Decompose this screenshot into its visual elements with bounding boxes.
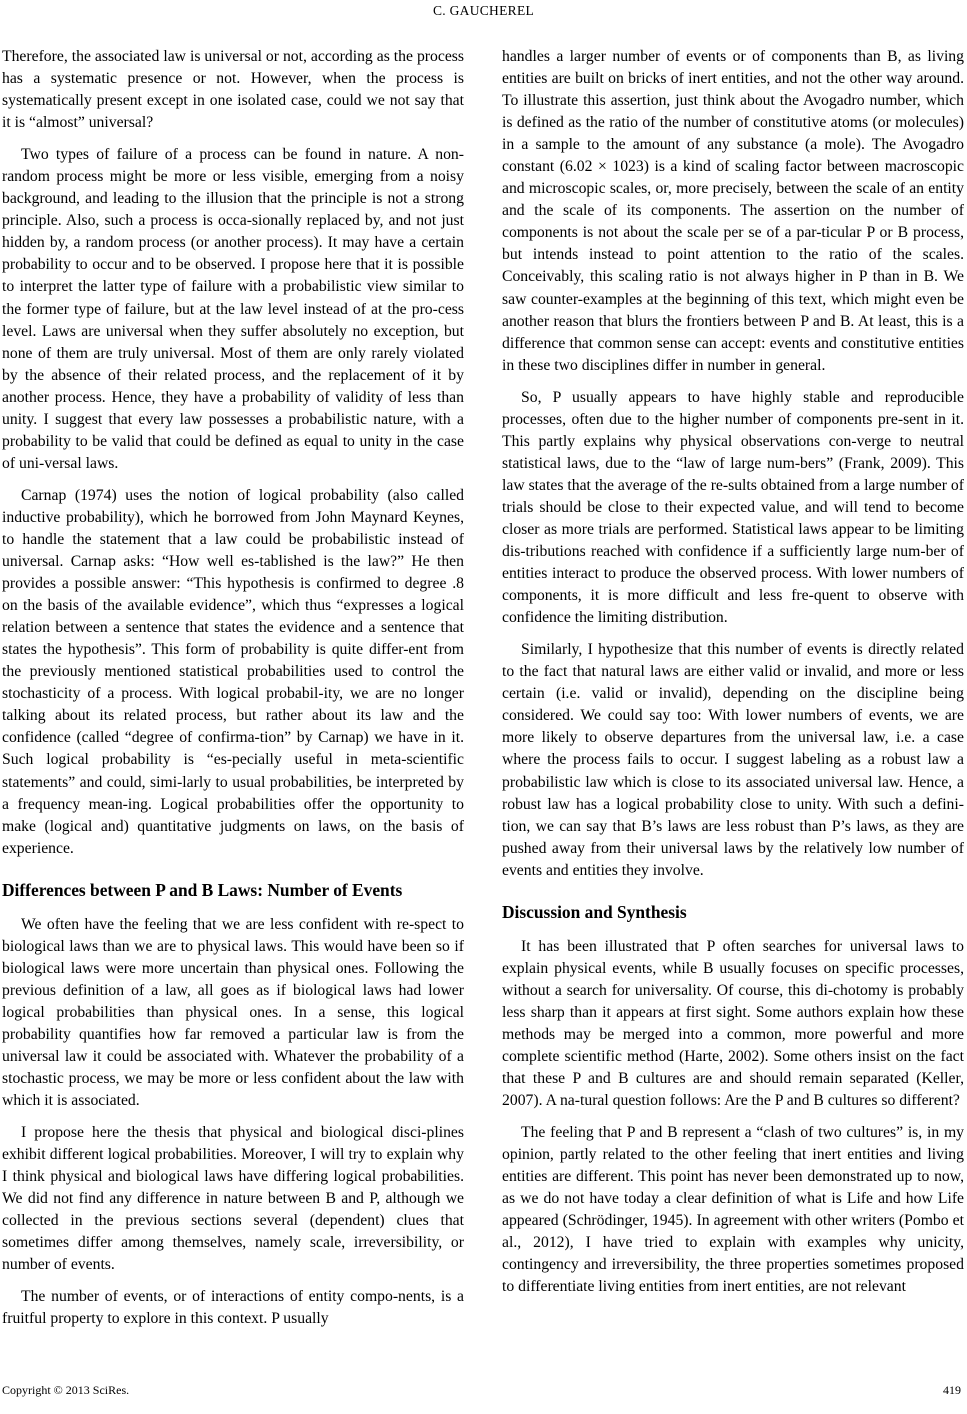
copyright-notice: Copyright © 2013 SciRes. bbox=[2, 1383, 130, 1397]
paragraph: Similarly, I hypothesize that this number of events is directly related to the fact that natural laws are either valid or invalid, and more or less certain (i.e. valid or invalid), depending on the discipline being considered. We could say too: With lower numbers of events, we are more likely to observe departures from the universal law, i.e. a case where the process fails to occur. I suggest labeling as a robust law a probabilistic law which is close to its associated universal law. Hence, a robust law has a logical probability close to unity. With such a defini-tion, we can say that B’s laws are less robust than P’s laws, as they are pushed away from their universal laws by the relatively low number of events and entities they involve. bbox=[502, 641, 964, 879]
paragraph: I propose here the thesis that physical and biological disci-plines exhibit different logical probabilities. Moreover, I will try to explain why I think physical and biological laws have differing logical probabilities. We did not find any difference in nature between B and P, although we collected in the previous sections several (dependent) clues that sometimes differ among themselves, namely scale, irreversibility, or number of events. bbox=[2, 1124, 464, 1274]
page-number: 419 bbox=[943, 1383, 961, 1397]
paragraph: handles a larger number of events or of components than B, as living entities are built on bricks of inert entities, and not the other way around. To illustrate this assertion, just think about the Avogadro number, which is defined as the ratio of the number of constitutive atoms (or molecules) in a sample to the amount of any substance (a mole). The Avogadro constant (6.02 × 1023) is a kind of scaling factor between macroscopic and microscopic scales, or, more precisely, between the scale of an entity and the scale of its components. The assertion on the number of components is not about the scale per se of a par-ticular P or B process, but intends instead to point attention to the ratio of the scales. Conceivably, this scaling ratio is not always higher in P than in B. We saw counter-examples at the beginning of this text, which might even be another reason that blurs the frontiers between P and B. At least, this is a difference that common sense can accept: events and constitutive entities in these two disciplines differ in number in general. bbox=[502, 48, 964, 374]
paragraph: So, P usually appears to have highly stable and reproducible processes, often due to the higher number of components pre-sent in it. This partly explains why physical observations con-verge to neutral statistical laws, due to the “law of large num-bers” (Frank, 2009). This law states that the average of the re-sults obtained from a large number of trials should be close to their expected value, and will tend to become closer as more trials are performed. Statistical laws appear to be limiting dis-tributions reached with confidence if a sufficiently large num-ber of entities interact to produce the observed process. With lower numbers of components, it is more difficult and less fre-quent to observe with confidence the limiting distribution. bbox=[502, 388, 964, 627]
paragraph: The number of events, or of interactions of entity compo-nents, is a fruitful property to explore in this context. P usually bbox=[2, 1288, 464, 1328]
running-head: C. GAUCHEREL bbox=[432, 3, 535, 18]
section-heading: Differences between P and B Laws: Number of Events bbox=[2, 879, 403, 900]
paragraph: Two types of failure of a process can be found in nature. A non-random process might be more or less visible, emerging from a noisy background, and leading to the illusion that the principle is not a strong principle. Also, such a process is occa-sionally replaced by, and not just hidden by, a random process (or another process). It may have a certain probability to occur and to be observed. I propose here that it is possible to interpret the latter type of failure with a probabilistic view similar to the former type of failure, but at the law level instead of at the pro-cess level. Laws are universal when they suffer absolutely no exception, but none of them are truly universal. Most of them are only rarely violated by the absence of their related process, and the replacement of it by another process. Hence, they have a probability of validity of less than unity. I suggest that every law possesses a probabilistic nature, with a probability to be valid that could be defined as equal to unity in the case of uni-versal laws. bbox=[2, 146, 464, 472]
left-column bbox=[2, 46, 464, 1341]
paragraph: The feeling that P and B represent a “clash of two cultures” is, in my opinion, partly related to the other feeling that inert entities and living entities are different. This point has never been demonstrated up to now, as we do not have today a clear definition of what is Life and how Life appeared (Schrödinger, 1945). In agreement with other writers (Pombo et al., 2012), I have tried to explain with examples why unicity, contingency and irreversibility, the three properties sometimes proposed to differentiate living entities from inert entities, are not relevant bbox=[502, 1124, 964, 1296]
paragraph: Carnap (1974) uses the notion of logical probability (also called inductive probability), which he borrowed from John Maynard Keynes, to handle the statement that a law could be probabilistic instead of universal. Carnap asks: “How well es-tablished is the law?” He then provides a possible answer: “This hypothesis is confirmed to degree .8 on the basis of the available evidence”, which thus “expresses a logical relation between a sentence that states the evidence and a sentence that states the hypothesis”. This form of probability is quite differ-ent from the previously mentioned statistical probabilities used to control the stochasticity of a process. With logical probabil-ity, we are no longer talking about its related process, but rather about its law and the confidence (called “degree of confirma-tion” by Carnap) we have in it. Such logical probability is “es-pecially useful in meta-scientific statements” and could, simi-larly to usual probabilities, be interpreted by a frequency mean-ing. Logical probabilities offer the opportunity to make (logical and) quantitative judgments on laws, on the basis of experience. bbox=[2, 486, 464, 857]
right-column bbox=[502, 46, 964, 1308]
paragraph: We often have the feeling that we are less confident with re-spect to biological laws than we are to physical laws. This would have been so if biological laws were more uncertain than physical ones. Following the previous definition of a law, all goes as if biological laws had lower logical probabilities than physical ones. In a sense, this logical probability quantifies how far removed a particular law is from the universal law it could be associated with. Whatever the probability of a stochastic process, we may be more or less confident about the law with which it is associated. bbox=[2, 915, 464, 1110]
paragraph: Therefore, the associated law is universal or not, according as the process has a systematic presence or not. However, when the process is systematically present except in one isolated case, could we not say that it is “almost” universal? bbox=[2, 48, 464, 132]
section-heading: Discussion and Synthesis bbox=[502, 901, 687, 922]
paragraph: It has been illustrated that P often searches for universal laws to explain physical events, while B usually focuses on specific processes, without a search for universality. Of course, this di-chotomy is probably less sharp than it appears at first sight. Some authors explain how these methods may be merged into a common, more powerful and more complete scientific method (Harte, 2002). Some others insist on the fact that these P and B cultures are and should remain separated (Keller, 2007). A na-tural question follows: Are the P and B cultures so different? bbox=[502, 937, 964, 1110]
